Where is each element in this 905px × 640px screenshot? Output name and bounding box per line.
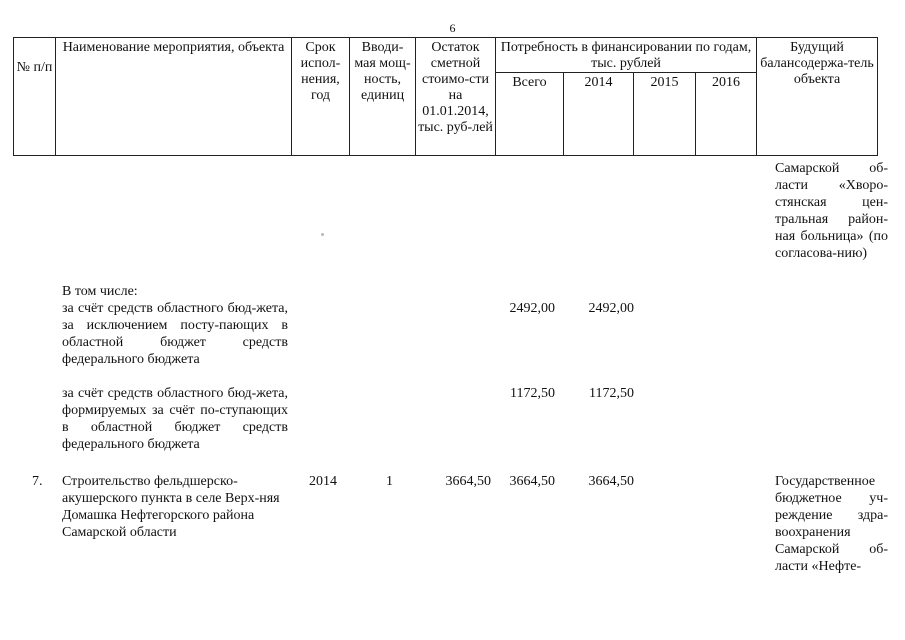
header-num-label: № п/п [16, 60, 53, 75]
item7-total: 3664,50 [509, 474, 555, 489]
header-2016-label: 2016 [712, 75, 740, 90]
header-holder-label: Будущий балансодержа-тель объекта [760, 40, 874, 87]
regional-excl-total: 2492,00 [509, 301, 555, 316]
including-label: В том числе: [62, 284, 138, 299]
regional-excl-text: за счёт средств областного бюд-жета, за исключением посту-пающих в областной бюджет средств федерального бюджета [62, 301, 288, 367]
header-need-label: Потребность в финансировании по годам, тыс. рублей [500, 40, 752, 71]
item7-num: 7. [32, 474, 43, 489]
item7-term: 2014 [309, 474, 337, 489]
page-number: 6 [449, 21, 456, 35]
regional-federal-text: за счёт средств областного бюд-жета, формируемых за счёт по-ступающих в областной бюджет средств федерального бюджета [62, 386, 288, 452]
header-2014-label: 2014 [584, 75, 613, 90]
header-2015-label: 2015 [650, 75, 679, 90]
regional-federal-2014: 1172,50 [589, 386, 634, 401]
item7-balance: 3664,50 [445, 474, 491, 489]
item7-name: Строительство фельдшерско-акушерского пункта в селе Верх-няя Домашка Нефтегорского района Самарской области [62, 474, 280, 540]
regional-federal-total: 1172,50 [510, 386, 555, 401]
item7-holder: Государственное бюджетное уч-реждение здра-воохранения Самарской об-ласти «Нефте- [775, 474, 888, 574]
item7-2014: 3664,50 [588, 474, 634, 489]
regional-excl-2014: 2492,00 [588, 301, 634, 316]
header-capacity-label: Вводи-мая мощ-ность, единиц [354, 40, 411, 103]
header-balance-label: Остаток сметной стоимо-сти на 01.01.2014, тыс. руб-лей [418, 40, 493, 135]
header-term-label: Срок испол-нения, год [300, 40, 341, 103]
header-name-label: Наименование мероприятия, объекта [62, 40, 285, 55]
header-total-label: Всего [512, 75, 547, 90]
holder-continued: Самарской об-ласти «Хворо-стянская цен-тральная район-ная больница» (по согласова-нию) [775, 161, 888, 261]
scan-speck [321, 233, 324, 236]
item7-capacity: 1 [386, 474, 393, 489]
